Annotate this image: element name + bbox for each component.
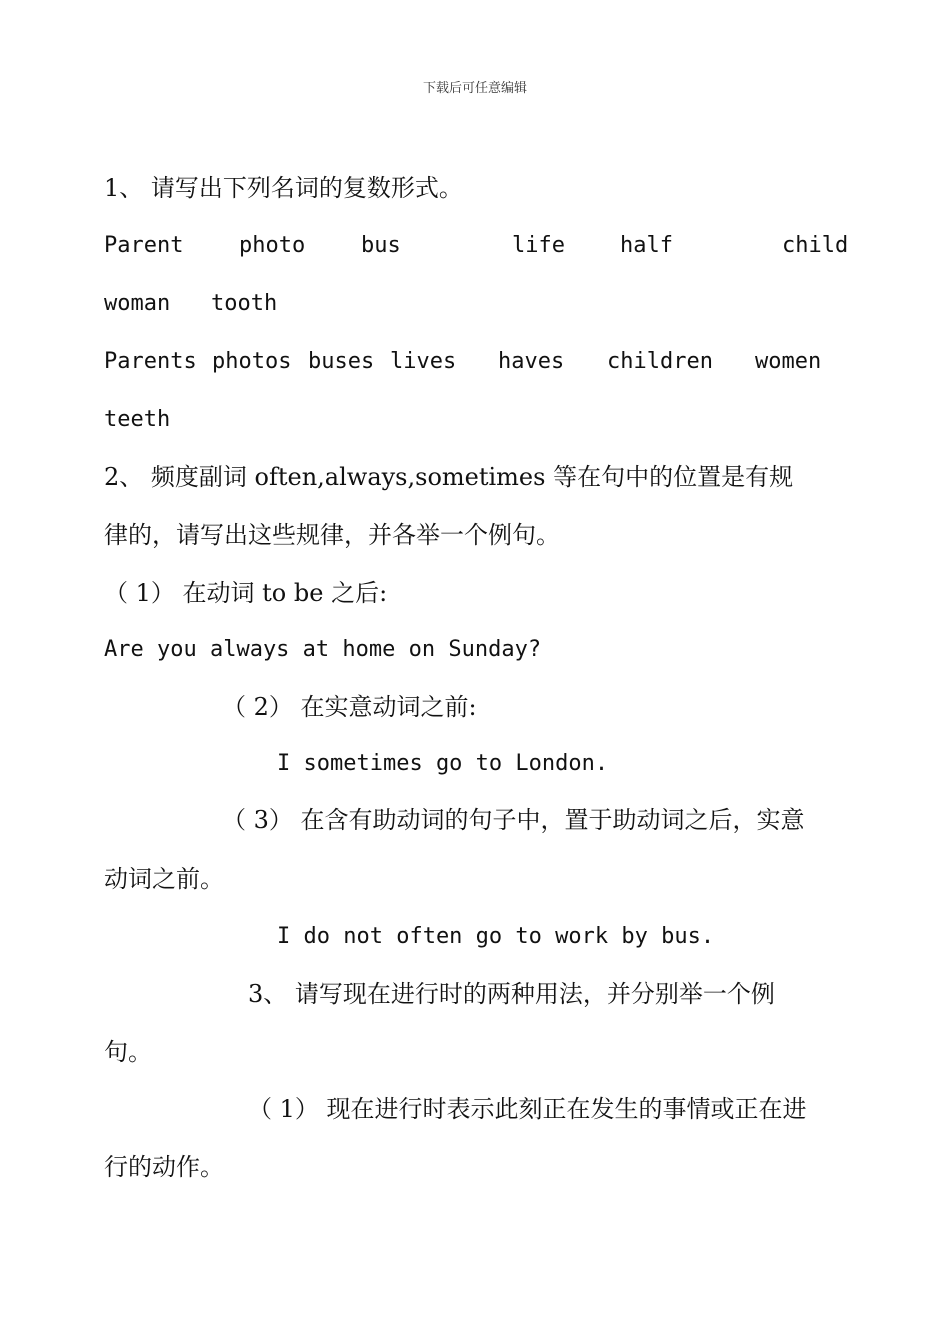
question-3-line-1: 3、 请写现在进行时的两种用法，并分别举一个例 [248, 980, 775, 1008]
plural-item: haves [498, 349, 565, 374]
question-1: 1、 请写出下列名词的复数形式。 [104, 174, 463, 202]
question-2-line-2: 律的，请写出这些规律，并各举一个例句。 [104, 521, 560, 549]
question-3-line-2: 句。 [104, 1038, 152, 1066]
noun-item: woman [104, 291, 171, 316]
plural-item: buses [308, 349, 375, 374]
plural-item: teeth [104, 407, 171, 432]
question-2-line-1: 2、 频度副词 often,always,sometimes 等在句中的位置是有规 [104, 463, 794, 491]
plural-item: lives [390, 349, 457, 374]
plural-item: women [755, 349, 822, 374]
plural-item: children [607, 349, 713, 374]
plural-item: Parents [104, 349, 197, 374]
section-3-rule-1-line-1: （ 1） 现在进行时表示此刻正在发生的事情或正在进 [248, 1095, 807, 1123]
noun-item: tooth [211, 291, 278, 316]
noun-item: photo [239, 233, 306, 258]
rule-3-line-1: （ 3） 在含有助动词的句子中，置于助动词之后，实意 [222, 806, 805, 834]
example-3: I do not often go to work by bus. [277, 924, 715, 949]
rule-3-line-2: 动词之前。 [104, 865, 224, 893]
noun-item: Parent [104, 233, 184, 258]
noun-item: child [782, 233, 849, 258]
example-2: I sometimes go to London. [277, 751, 609, 776]
noun-item: half [620, 233, 673, 258]
example-1: Are you always at home on Sunday? [104, 637, 542, 662]
section-3-rule-1-line-2: 行的动作。 [104, 1153, 224, 1181]
plural-item: photos [212, 349, 292, 374]
noun-item: life [512, 233, 565, 258]
noun-item: bus [361, 233, 401, 258]
page-header-note: 下载后可任意编辑 [422, 81, 527, 96]
rule-1: （ 1） 在动词 to be 之后: [104, 579, 388, 607]
rule-2: （ 2） 在实意动词之前: [222, 693, 477, 721]
